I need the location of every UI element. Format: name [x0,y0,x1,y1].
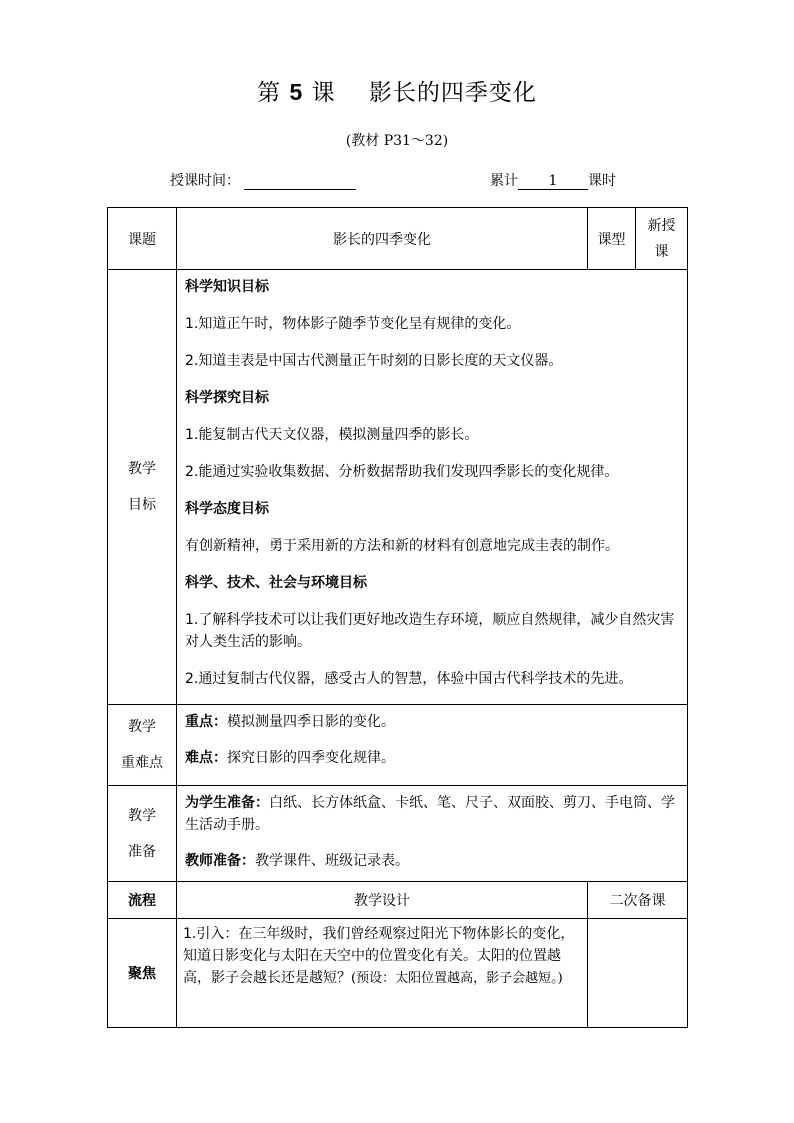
student-preparation-value: 白纸、长方体纸盒、卡纸、笔、尺子、双面胶、剪刀、手电筒、学生活动手册。 [185,795,675,833]
preparation-label-line2: 准备 [128,843,156,860]
keypoints-row [108,705,688,786]
knowledge-goal-1: 1.知道正午时，物体影子随季节变化呈有规律的变化。 [185,316,521,332]
knowledge-goal-2: 2.知道圭表是中国古代测量正午时刻的日影长度的天文仪器。 [185,353,563,369]
stse-goal-1: 1.了解科学技术可以让我们更好地改造生存环境，顺应自然规律，减少自然灾害对人类生活的影响。 [185,612,675,650]
design-label: 教学设计 [177,882,588,919]
inquiry-goal-heading: 科学探究目标 [185,390,269,406]
preparation-label [108,786,177,882]
lesson-type-label: 课型 [588,208,636,270]
keypoints-label-line1: 教学 [128,719,156,735]
knowledge-goal-heading: 科学知识目标 [185,279,269,295]
student-preparation-label: 为学生准备： [185,795,269,811]
goals-row [108,270,688,705]
second-prep-label: 二次备课 [588,882,688,919]
page-title [0,74,794,107]
focus-note: (预设：太阳位置越高，影子会越短。) [351,971,563,986]
stse-goal-2: 2.通过复制古代仪器，感受古人的智慧，体验中国古代科学技术的先进。 [185,671,633,687]
goals-content [177,270,688,705]
textbook-pages: (教材 P31～32) [345,133,449,149]
teaching-time [170,170,356,190]
focus-label: 聚焦 [108,919,177,1028]
focus-row [108,919,688,1028]
student-preparation [185,792,679,836]
attitude-goal-1: 有创新精神，勇于采用新的方法和新的材料有创意地完成圭表的制作。 [185,538,619,554]
period-count-value: 1 [518,173,588,190]
teacher-preparation-value: 教学课件、班级记录表。 [255,853,409,869]
flow-header-row [108,882,688,919]
lesson-type-value [636,208,688,270]
teaching-time-label: 授课时间： [170,173,240,189]
second-prep-cell[interactable] [588,919,688,1028]
goals-label-line1: 教学 [128,461,156,477]
lesson-suffix: 课 [311,80,336,106]
lesson-prefix: 第 [257,80,282,106]
topic-value: 影长的四季变化 [177,208,588,270]
preparation-label-line1: 教学 [128,807,156,824]
period-count-label: 累计 [490,173,518,189]
key-point [185,711,679,733]
preparation-row [108,786,688,882]
teacher-preparation-label: 教师准备： [185,853,255,869]
topic-label: 课题 [108,208,177,270]
lesson-plan-table [107,207,688,1028]
attitude-goal-heading: 科学态度目标 [185,501,269,517]
goals-label [108,270,177,705]
stse-goal-heading: 科学、技术、社会与环境目标 [185,575,367,591]
key-point-value: 模拟测量四季日影的变化。 [227,714,395,730]
preparation-content [177,786,688,882]
keypoints-content [177,705,688,786]
teaching-time-blank[interactable] [244,175,356,190]
teacher-preparation [185,850,679,872]
focus-text: 1.引入：在三年级时，我们曾经观察过阳光下物体影长的变化，知道日影变化与太阳在天空中的位置变化有关。太阳的位置越高，影子会越长还是越短？ [183,926,575,986]
period-count [490,170,616,190]
lesson-title: 影长的四季变化 [368,80,537,106]
lesson-type-line2: 课 [654,243,669,260]
inquiry-goal-1: 1.能复制古代天文仪器，模拟测量四季的影长。 [185,427,479,443]
keypoints-label-line2: 重难点 [121,755,163,771]
focus-content [177,919,588,1028]
inquiry-goal-2: 2.能通过实验收集数据、分析数据帮助我们发现四季影长的变化规律。 [185,464,619,480]
key-point-label: 重点： [185,714,227,730]
keypoints-label [108,705,177,786]
flow-label: 流程 [108,882,177,919]
difficult-point [185,747,679,769]
lesson-type-line1: 新授 [647,217,676,234]
period-count-unit: 课时 [588,173,616,189]
difficult-point-value: 探究日影的四季变化规律。 [227,750,395,766]
goals-label-line2: 目标 [128,497,156,513]
topic-row [108,208,688,270]
lesson-number: 5 [289,79,304,105]
difficult-point-label: 难点： [185,750,227,766]
